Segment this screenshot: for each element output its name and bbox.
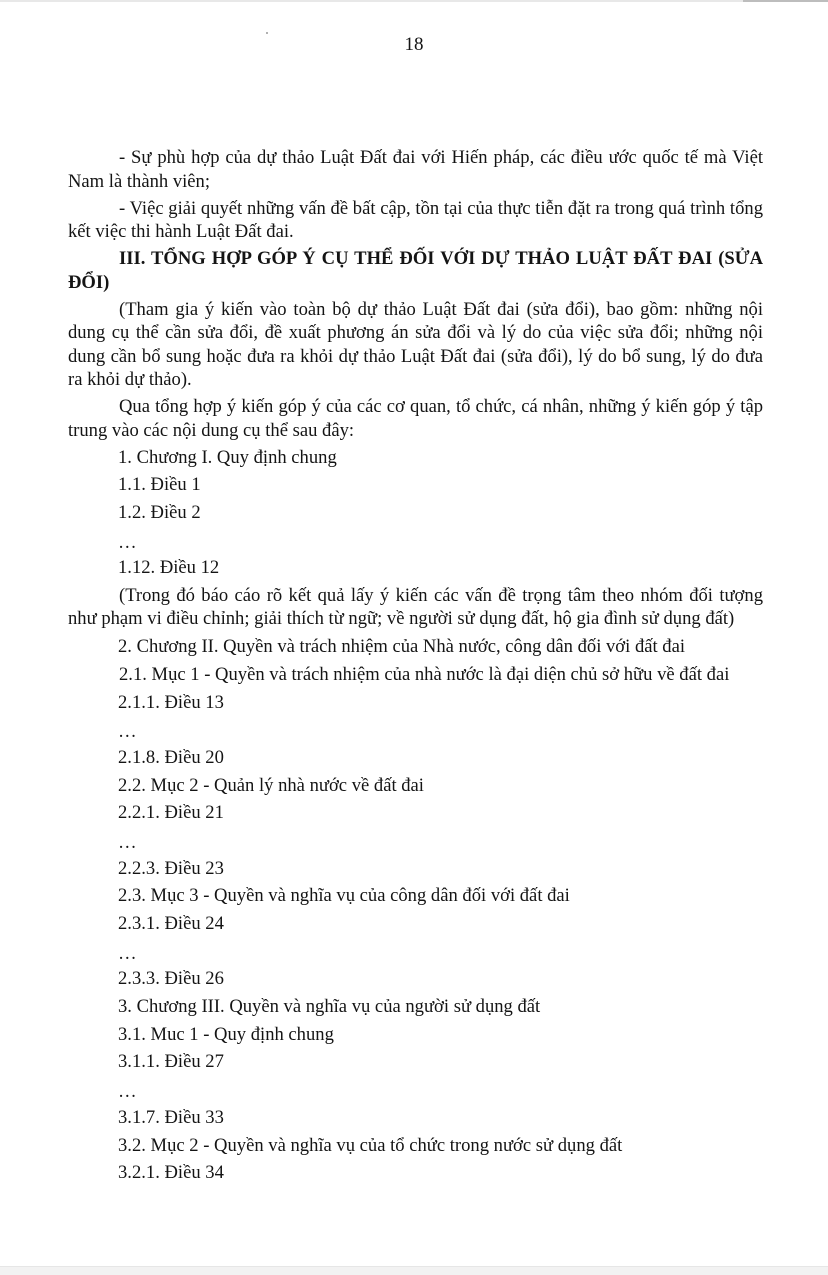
page-number: 18 bbox=[404, 34, 424, 55]
outline-item: 1.1. Điều 1 bbox=[118, 474, 201, 496]
outline-item: 3.1.7. Điều 33 bbox=[118, 1106, 224, 1128]
section-heading: III. TỔNG HỢP GÓP Ý CỤ THỂ ĐỐI VỚI DỰ THẢO LUẬT ĐẤT ĐAI (SỬA ĐỔI) bbox=[68, 248, 763, 293]
outline-ellipsis: … bbox=[118, 721, 137, 743]
outline-note: (Trong đó báo cáo rõ kết quả lấy ý kiến các vấn đề trọng tâm theo nhóm đối tượng như phạm vi điều chỉnh; giải thích từ ngữ; về người sử dụng đất, hộ gia đình sử dụng đất) bbox=[68, 584, 763, 630]
paragraph-constitution: - Sự phù hợp của dự thảo Luật Đất đai với Hiến pháp, các điều ước quốc tế mà Việt Nam là thành viên; bbox=[68, 147, 763, 192]
paragraph-scope: (Tham gia ý kiến vào toàn bộ dự thảo Luật Đất đai (sửa đổi), bao gồm: những nội dung cụ thể cần sửa đổi, đề xuất phương án sửa đổi và lý do của việc sửa đổi; những nội dung cần bổ sung hoặc đưa ra khỏi dự thảo Luật Đất đai (sửa đổi), lý do bổ sung, lý do đưa ra khỏi dự thảo). bbox=[68, 298, 763, 390]
outline-ellipsis: … bbox=[118, 531, 137, 553]
outline-item: 2.1.1. Điều 13 bbox=[118, 691, 224, 713]
document-body bbox=[68, 146, 763, 1189]
outline-item: 1. Chương I. Quy định chung bbox=[118, 446, 337, 468]
paragraph-issues: - Việc giải quyết những vấn đề bất cập, tồn tại của thực tiễn đặt ra trong quá trình tổng kết việc thi hành Luật Đất đai. bbox=[68, 197, 763, 242]
outline-item: 2.2.3. Điều 23 bbox=[118, 857, 224, 879]
outline-item: 2.3.3. Điều 26 bbox=[118, 968, 224, 990]
outline-item: 2.1. Mục 1 - Quyền và trách nhiệm của nhà nước là đại diện chủ sở hữu về đất đai bbox=[119, 663, 730, 685]
outline-item: 3.2. Mục 2 - Quyền và nghĩa vụ của tổ chức trong nước sử dụng đất bbox=[118, 1134, 623, 1156]
outline-item: 2.2. Mục 2 - Quản lý nhà nước về đất đai bbox=[118, 774, 424, 796]
outline-item: 2. Chương II. Quyền và trách nhiệm của Nhà nước, công dân đối với đất đai bbox=[118, 636, 686, 658]
outline-item: 3.1.1. Điều 27 bbox=[118, 1051, 224, 1073]
outline-item: 1.12. Điều 12 bbox=[118, 557, 220, 579]
outline-item: 2.1.8. Điều 20 bbox=[118, 746, 224, 768]
outline-item: 1.2. Điều 2 bbox=[118, 501, 201, 523]
outline-item: 3.2.1. Điều 34 bbox=[118, 1162, 224, 1184]
outline-item: 2.2.1. Điều 21 bbox=[118, 802, 224, 824]
bottom-border bbox=[0, 1266, 828, 1275]
outline-item: 2.3. Mục 3 - Quyền và nghĩa vụ của công dân đối với đất đai bbox=[118, 885, 570, 907]
outline-item: 3. Chương III. Quyền và nghĩa vụ của người sử dụng đất bbox=[118, 996, 541, 1018]
paragraph-summary: Qua tổng hợp ý kiến góp ý của các cơ quan, tổ chức, cá nhân, những ý kiến góp ý tập trung vào các nội dung cụ thể sau đây: bbox=[68, 396, 763, 441]
outline-ellipsis: … bbox=[118, 1081, 137, 1103]
outline-ellipsis: … bbox=[118, 942, 137, 964]
outline-ellipsis: … bbox=[118, 831, 137, 853]
scroll-indicator bbox=[743, 0, 828, 2]
outline-item: 2.3.1. Điều 24 bbox=[118, 913, 224, 934]
top-border bbox=[0, 0, 828, 2]
outline-item: 3.1. Muc 1 - Quy định chung bbox=[118, 1023, 334, 1045]
